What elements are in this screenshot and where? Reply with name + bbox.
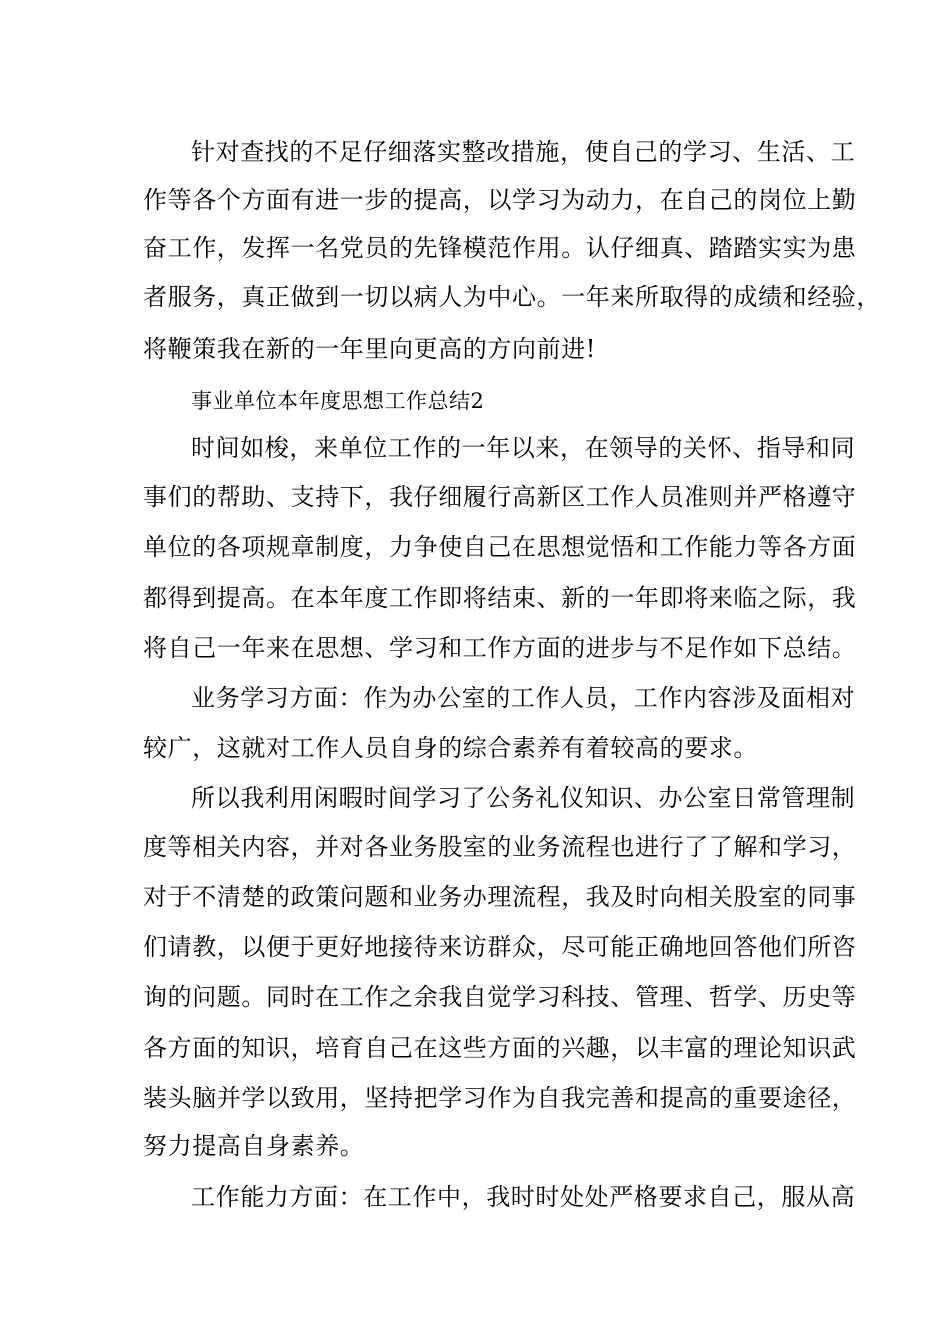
paragraph-2-line: 事们的帮助、支持下，我仔细履行高新区工作人员准则并严格遵守 <box>143 483 857 511</box>
paragraph-1-line: 作等各个方面有进一步的提高，以学习为动力，在自己的岗位上勤 <box>143 186 857 214</box>
paragraph-4-line: 对于不清楚的政策问题和业务办理流程，我及时向相关股室的同事 <box>143 883 857 911</box>
paragraph-1-line: 将鞭策我在新的一年里向更高的方向前进! <box>143 335 597 363</box>
paragraph-4-line: 努力提高自身素养。 <box>143 1132 365 1160</box>
paragraph-2-line: 都得到提高。在本年度工作即将结束、新的一年即将来临之际，我 <box>143 584 857 612</box>
paragraph-2-line: 时间如梭，来单位工作的一年以来，在领导的关怀、指导和同 <box>191 434 856 462</box>
paragraph-5-line: 工作能力方面：在工作中，我时时处处严格要求自己，服从高 <box>191 1183 856 1211</box>
paragraph-2-line: 单位的各项规章制度，力争使自己在思想觉悟和工作能力等各方面 <box>143 533 857 561</box>
paragraph-3-line: 较广，这就对工作人员自身的综合素养有着较高的要求。 <box>143 734 758 762</box>
paragraph-4-line: 们请教，以便于更好地接待来访群众，尽可能正确地回答他们所咨 <box>143 933 857 961</box>
paragraph-1-line: 奋工作，发挥一名党员的先锋模范作用。认仔细真、踏踏实实为患 <box>143 234 857 262</box>
paragraph-4-line: 各方面的知识，培育自己在这些方面的兴趣，以丰富的理论知识武 <box>143 1034 857 1062</box>
paragraph-4-line: 度等相关内容，并对各业务股室的业务流程也进行了了解和学习， <box>143 833 857 861</box>
paragraph-2-line: 将自己一年来在思想、学习和工作方面的进步与不足作如下总结。 <box>143 634 857 662</box>
paragraph-3-line: 业务学习方面：作为办公室的工作人员，工作内容涉及面相对 <box>191 684 856 712</box>
paragraph-4-line: 装头脑并学以致用，坚持把学习作为自我完善和提高的重要途径， <box>143 1084 857 1112</box>
paragraph-1-line: 者服务，真正做到一切以病人为中心。一年来所取得的成绩和经验， <box>143 283 881 311</box>
paragraph-4-line: 询的问题。同时在工作之余我自觉学习科技、管理、哲学、历史等 <box>143 983 857 1011</box>
section-heading: 事业单位本年度思想工作总结2 <box>191 389 485 413</box>
paragraph-1-line: 针对查找的不足仔细落实整改措施，使自己的学习、生活、工 <box>191 138 856 166</box>
paragraph-4-line: 所以我利用闲暇时间学习了公务礼仪知识、办公室日常管理制 <box>191 784 856 812</box>
